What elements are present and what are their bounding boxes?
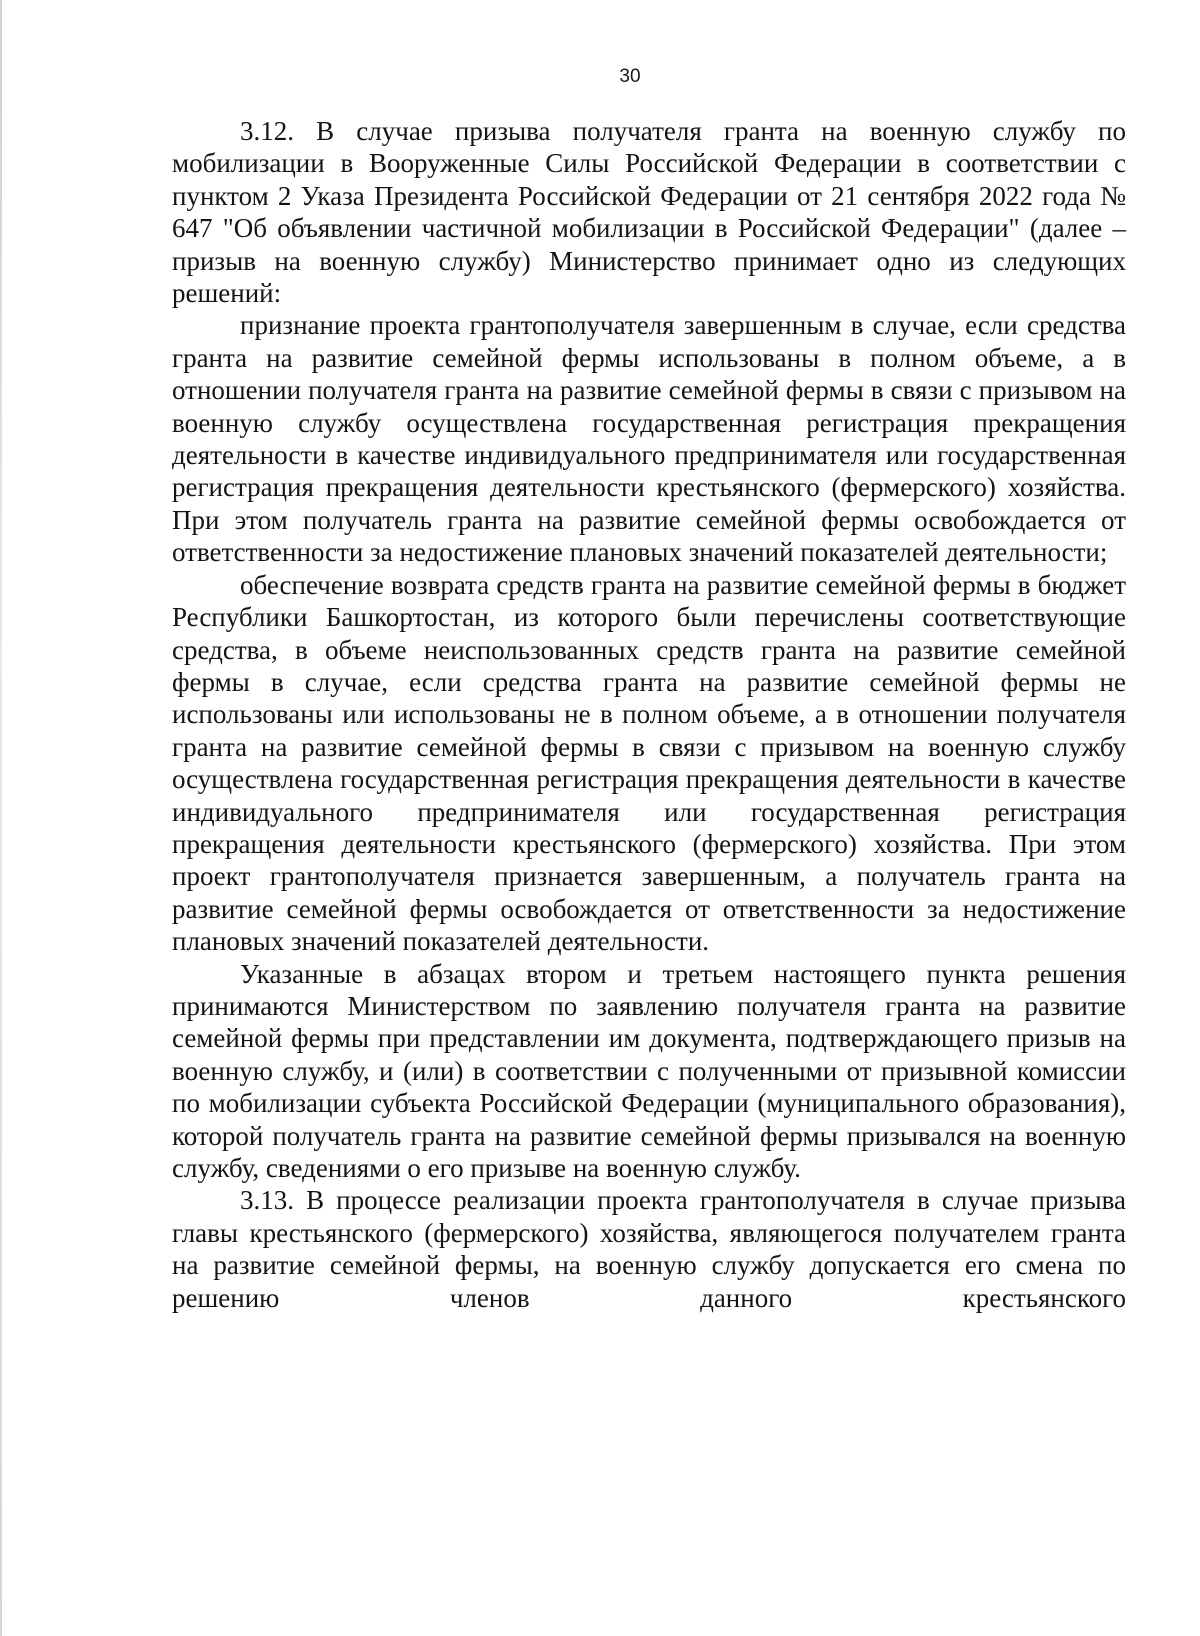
page-number: 30	[619, 66, 641, 87]
paragraph-3-13: 3.13. В процессе реализации проекта грантополучателя в случае призыва главы крестьянского (фермерского) хозяйства, являющегося получателем гранта на развитие семейной фермы, на военную службу допускается его смена по решению членов данного крестьянского	[172, 1185, 1126, 1313]
document-body	[172, 115, 1126, 1314]
scan-edge-shadow	[0, 0, 2, 1636]
paragraph-decision-refund: обеспечение возврата средств гранта на развитие семейной фермы в бюджет Республики Башкортостан, из которого были перечислены соответствующие средства, в объеме неиспользованных средств гранта на развитие семейной фермы в случае, если средства гранта на развитие семейной фермы не использованы или использованы не в полном объеме, а в отношении получателя гранта на развитие семейной фермы в связи с призывом на военную службу осуществлена государственная регистрация прекращения деятельности в качестве индивидуального предпринимателя или государственная регистрация прекращения деятельности крестьянского (фермерского) хозяйства. При этом проект грантополучателя признается завершенным, а получатель гранта на развитие семейной фермы освобождается от ответственности за недостижение плановых значений показателей деятельности.	[172, 569, 1126, 957]
paragraph-decisions-basis: Указанные в абзацах втором и третьем настоящего пункта решения принимаются Министерством по заявлению получателя гранта на развитие семейной фермы при представлении им документа, подтверждающего призыв на военную службу, и (или) в соответствии с полученными от призывной комиссии по мобилизации субъекта Российской Федерации (муниципального образования), которой получатель гранта на развитие семейной фермы призывался на военную службу, сведениями о его призыве на военную службу.	[172, 958, 1126, 1183]
paragraph-3-12: 3.12. В случае призыва получателя гранта на военную службу по мобилизации в Вооруженные Силы Российской Федерации в соответствии с пунктом 2 Указа Президента Российской Федерации от 21 сентября 2022 года № 647 "Об объявлении частичной мобилизации в Российской Федерации" (далее – призыв на военную службу) Министерство принимает одно из следующих решений:	[172, 116, 1126, 309]
paragraph-decision-completed: признание проекта грантополучателя завершенным в случае, если средства гранта на развитие семейной фермы использованы в полном объеме, а в отношении получателя гранта на развитие семейной фермы в связи с призывом на военную службу осуществлена государственная регистрация прекращения деятельности в качестве индивидуального предпринимателя или государственная регистрация прекращения деятельности крестьянского (фермерского) хозяйства. При этом получатель гранта на развитие семейной фермы освобождается от ответственности за недостижение плановых значений показателей деятельности;	[172, 310, 1126, 568]
